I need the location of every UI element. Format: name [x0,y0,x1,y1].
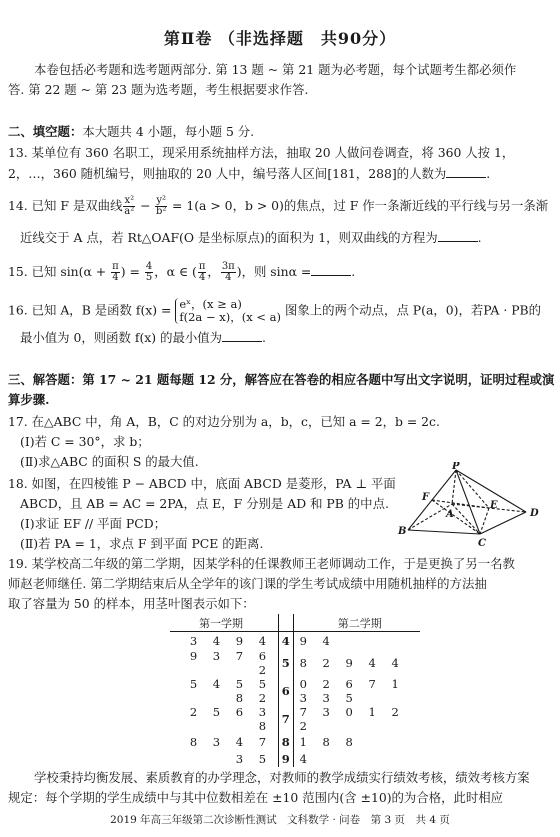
q16-answer-blank [222,331,262,342]
q15-line: 15. 已知 sin(α + $\frac{\pi}{4}$ ) = $\frac{4}{5}$ ，α ∈ ( $\frac{\pi}{4}$ ， $\frac{3\pi}{4}$ )，则 sinα = . [8,261,356,283]
edge-ac [452,504,480,534]
stem-leaf-right: 8 2 9 4 4 [299,656,405,670]
q15-frac-1-den: 4 [112,272,119,283]
stem-leaf-row [170,632,420,650]
stem-leaf-table [170,614,420,767]
q15-frac-2-den: 5 [145,272,153,283]
stem-leaf-right: 4 [299,751,313,766]
q15-frac-4-den: 4 [225,272,232,283]
q15-frac-1-num: π [112,261,119,272]
q19-line-2: 师赵老师继任. 第二学期结束后从全学年的该门课的学生考试成绩中用随机抽样的方法抽 [8,576,487,591]
edge-bc [408,530,480,534]
section-answer-heading-2: 算步骤. [8,392,50,407]
q18-line-3: (Ⅰ)求证 EF // 平面 PCD； [20,516,167,531]
stem-leaf-plot [170,614,420,767]
label-c: C [478,538,486,549]
q13-text: 2，…，360 随机编号，则抽取的 20 人中，编号落人区间[181，288]的人数为 [8,166,447,181]
q16-text-c: 最小值为 0，则函数 f(x) 的最小值为 [20,330,223,345]
q16-case-2: f(2a − x)，(x < a) [179,310,281,324]
page-footer: 2019 年高三年级第二次诊断性测试 文科数学 · 问卷 第 3 页 共 4 页 [110,814,450,826]
stem-leaf-right: 7 3 0 1 2 2 [299,705,405,733]
segment-pe [456,470,489,508]
q15-frac-4 [221,262,236,283]
q18-line-4: (Ⅱ)若 PA = 1，求点 F 到平面 PCE 的距离. [20,536,264,551]
q18-line-1: 18. 如图，在四棱锥 P − ABCD 中，底面 ABCD 是菱形，PA ⊥ 平面 [8,476,396,491]
label-b: B [398,526,407,537]
q15-text-b: ) = [120,264,144,279]
q15-text-a: 15. 已知 sin(α + [8,264,111,279]
label-a: A [446,509,454,520]
q14-frac-y-num: y² [156,195,167,206]
q14-frac-y-den: b² [156,206,167,217]
q14-frac-x-num: x² [124,195,135,206]
stem-leaf-right: 0 2 6 7 1 3 3 5 [299,677,405,705]
stem-leaf-stem: 4 [279,632,294,650]
section-answer-heading-1: 三、解答题：第 17 ~ 21 题每题 12 分，解答应在答卷的相应各题中写出文字说明，证明过程或演 [8,372,555,387]
stem-leaf-left-header: 第一学期 [170,614,279,632]
q15-text-d: )，则 sinα = [236,264,312,279]
stem-leaf-row [170,733,420,750]
stem-leaf-left: 8 3 4 7 [189,734,273,749]
q13-line-2: 2，…，360 随机编号，则抽取的 20 人中，编号落人区间[181，288]的人数为 . [8,166,491,181]
intro-line-2: 答. 第 22 题 ~ 第 23 题为选考题，考生根据要求作答. [8,82,309,97]
stem-leaf-right: 9 4 [299,633,336,648]
q19-tail-line-1: 学校秉持均衡发展、素质教育的办学理念，对教师的教学成绩实行绩效考核，绩效考核方案 [34,770,530,785]
q19-line-1: 19. 某学校高二年级的第二学期，因某学科的任课教师王老师调动工作，于是更换了另一名教 [8,556,515,571]
label-f: F [422,492,430,503]
q18-line-2: ABCD，且 AB = AC = 2PA，点 E，F 分别是 AD 和 PB 的中点. [20,496,389,511]
section-title: 第Ⅱ卷 （非选择题 共90分） [163,29,397,48]
q14-frac-x [123,196,135,217]
stem-leaf-row [170,649,420,677]
q14-line-1 [8,196,552,217]
q16-case-1: eˣ，(x ≥ a) [179,297,242,311]
q15-frac-1 [111,262,120,283]
stem-leaf-stem: 7 [279,705,294,733]
q19-line-3: 取了容量为 50 的样本，用茎叶图表示如下： [8,596,255,611]
q16-text-a: 16. 已知 A，B 是函数 f(x) = [8,302,172,318]
stem-leaf-right-header: 第二学期 [293,614,420,632]
q17-line-3: (Ⅱ)求△ABC 的面积 S 的最大值. [20,454,199,469]
q15-frac-3-num: π [198,261,206,272]
stem-leaf-right: 1 8 8 [299,734,359,749]
q14-text-c: 近线交于 A 点，若 Rt△OAF(O 是坐标原点)的面积为 1，则双曲线的方程为 [20,230,438,245]
stem-leaf-stem-header [279,614,294,632]
stem-leaf-row [170,677,420,705]
q14-answer-blank [438,231,478,242]
q17-line-1: 17. 在△ABC 中，角 A，B，C 的对边分别为 a，b，c，已知 a = 2，b = 2c. [8,414,440,429]
q13-line-1: 13. 某单位有 360 名职工，现采用系统抽样方法，抽取 20 人做问卷调查，将 360 人按 1， [8,145,515,160]
q14-text-a: 14. 已知 F 是双曲线 [8,198,123,213]
q16-text-b: 图象上的两个动点，点 P(a，0)，若PA · PB的 [284,302,542,318]
label-d: D [530,508,539,519]
q17-line-2: (Ⅰ)若 C = 30°，求 b； [20,434,150,449]
q13-answer-blank [446,167,486,178]
q15-frac-3 [198,262,207,283]
q15-text-c: ，α ∈ ( [154,264,197,279]
stem-leaf-stem: 5 [279,649,294,677]
stem-leaf-left: 9 3 7 6 2 [189,649,273,677]
stem-leaf-left: 2 5 6 3 8 [189,705,273,733]
q16-piecewise [175,298,281,324]
q19-tail-line-2: 规定：每个学期的学生成绩中与其中位数相差在 ±10 范围内(含 ±10)的为合格，此时相应 [8,790,504,805]
q14-minus: − [136,198,155,213]
q14-line-2: 近线交于 A 点，若 Rt△OAF(O 是坐标原点)的面积为 1，则双曲线的方程为 . [20,230,482,245]
section-fill-blank-desc: 本大题共 4 小题，每小题 5 分. [82,124,255,139]
q16-line-1 [8,298,552,324]
stem-leaf-row [170,705,420,733]
q15-frac-2 [145,262,153,283]
stem-leaf-stem: 8 [279,733,294,750]
q15-answer-blank [311,265,351,276]
label-p: P [452,462,460,472]
q14-frac-x-den: a² [124,206,135,217]
segment-fc [432,500,480,534]
q14-frac-y [155,196,167,217]
segment-fe [432,500,489,508]
q15-frac-2-num: 4 [145,261,153,272]
stem-leaf-left: 3 5 [235,751,273,766]
intro-line-1: 本卷包括必考题和选考题两部分. 第 13 题 ~ 第 21 题为必考题，每个试题考生都必须作 [34,62,517,77]
q14-text-b: = 1(a > 0，b > 0)的焦点，过 F 作一条渐近线的平行线与另一条渐 [168,198,549,213]
section-fill-blank-label: 二、填空题： [8,124,83,139]
stem-leaf-left: 5 4 5 5 8 2 [189,677,273,705]
edge-pc [456,470,480,534]
stem-leaf-header [170,614,420,632]
stem-leaf-stem: 6 [279,677,294,705]
q15-frac-3-den: 4 [198,272,206,283]
q15-frac-4-num: 3π [221,261,235,272]
stem-leaf-left: 3 4 9 4 [189,633,273,648]
stem-leaf-row [170,750,420,767]
q15-sep: ， [207,264,220,279]
section-fill-blank-heading [8,124,552,140]
label-e: E [490,500,498,511]
q16-line-2: 最小值为 0，则函数 f(x) 的最小值为 . [20,330,266,345]
stem-leaf-stem: 9 [279,750,294,767]
